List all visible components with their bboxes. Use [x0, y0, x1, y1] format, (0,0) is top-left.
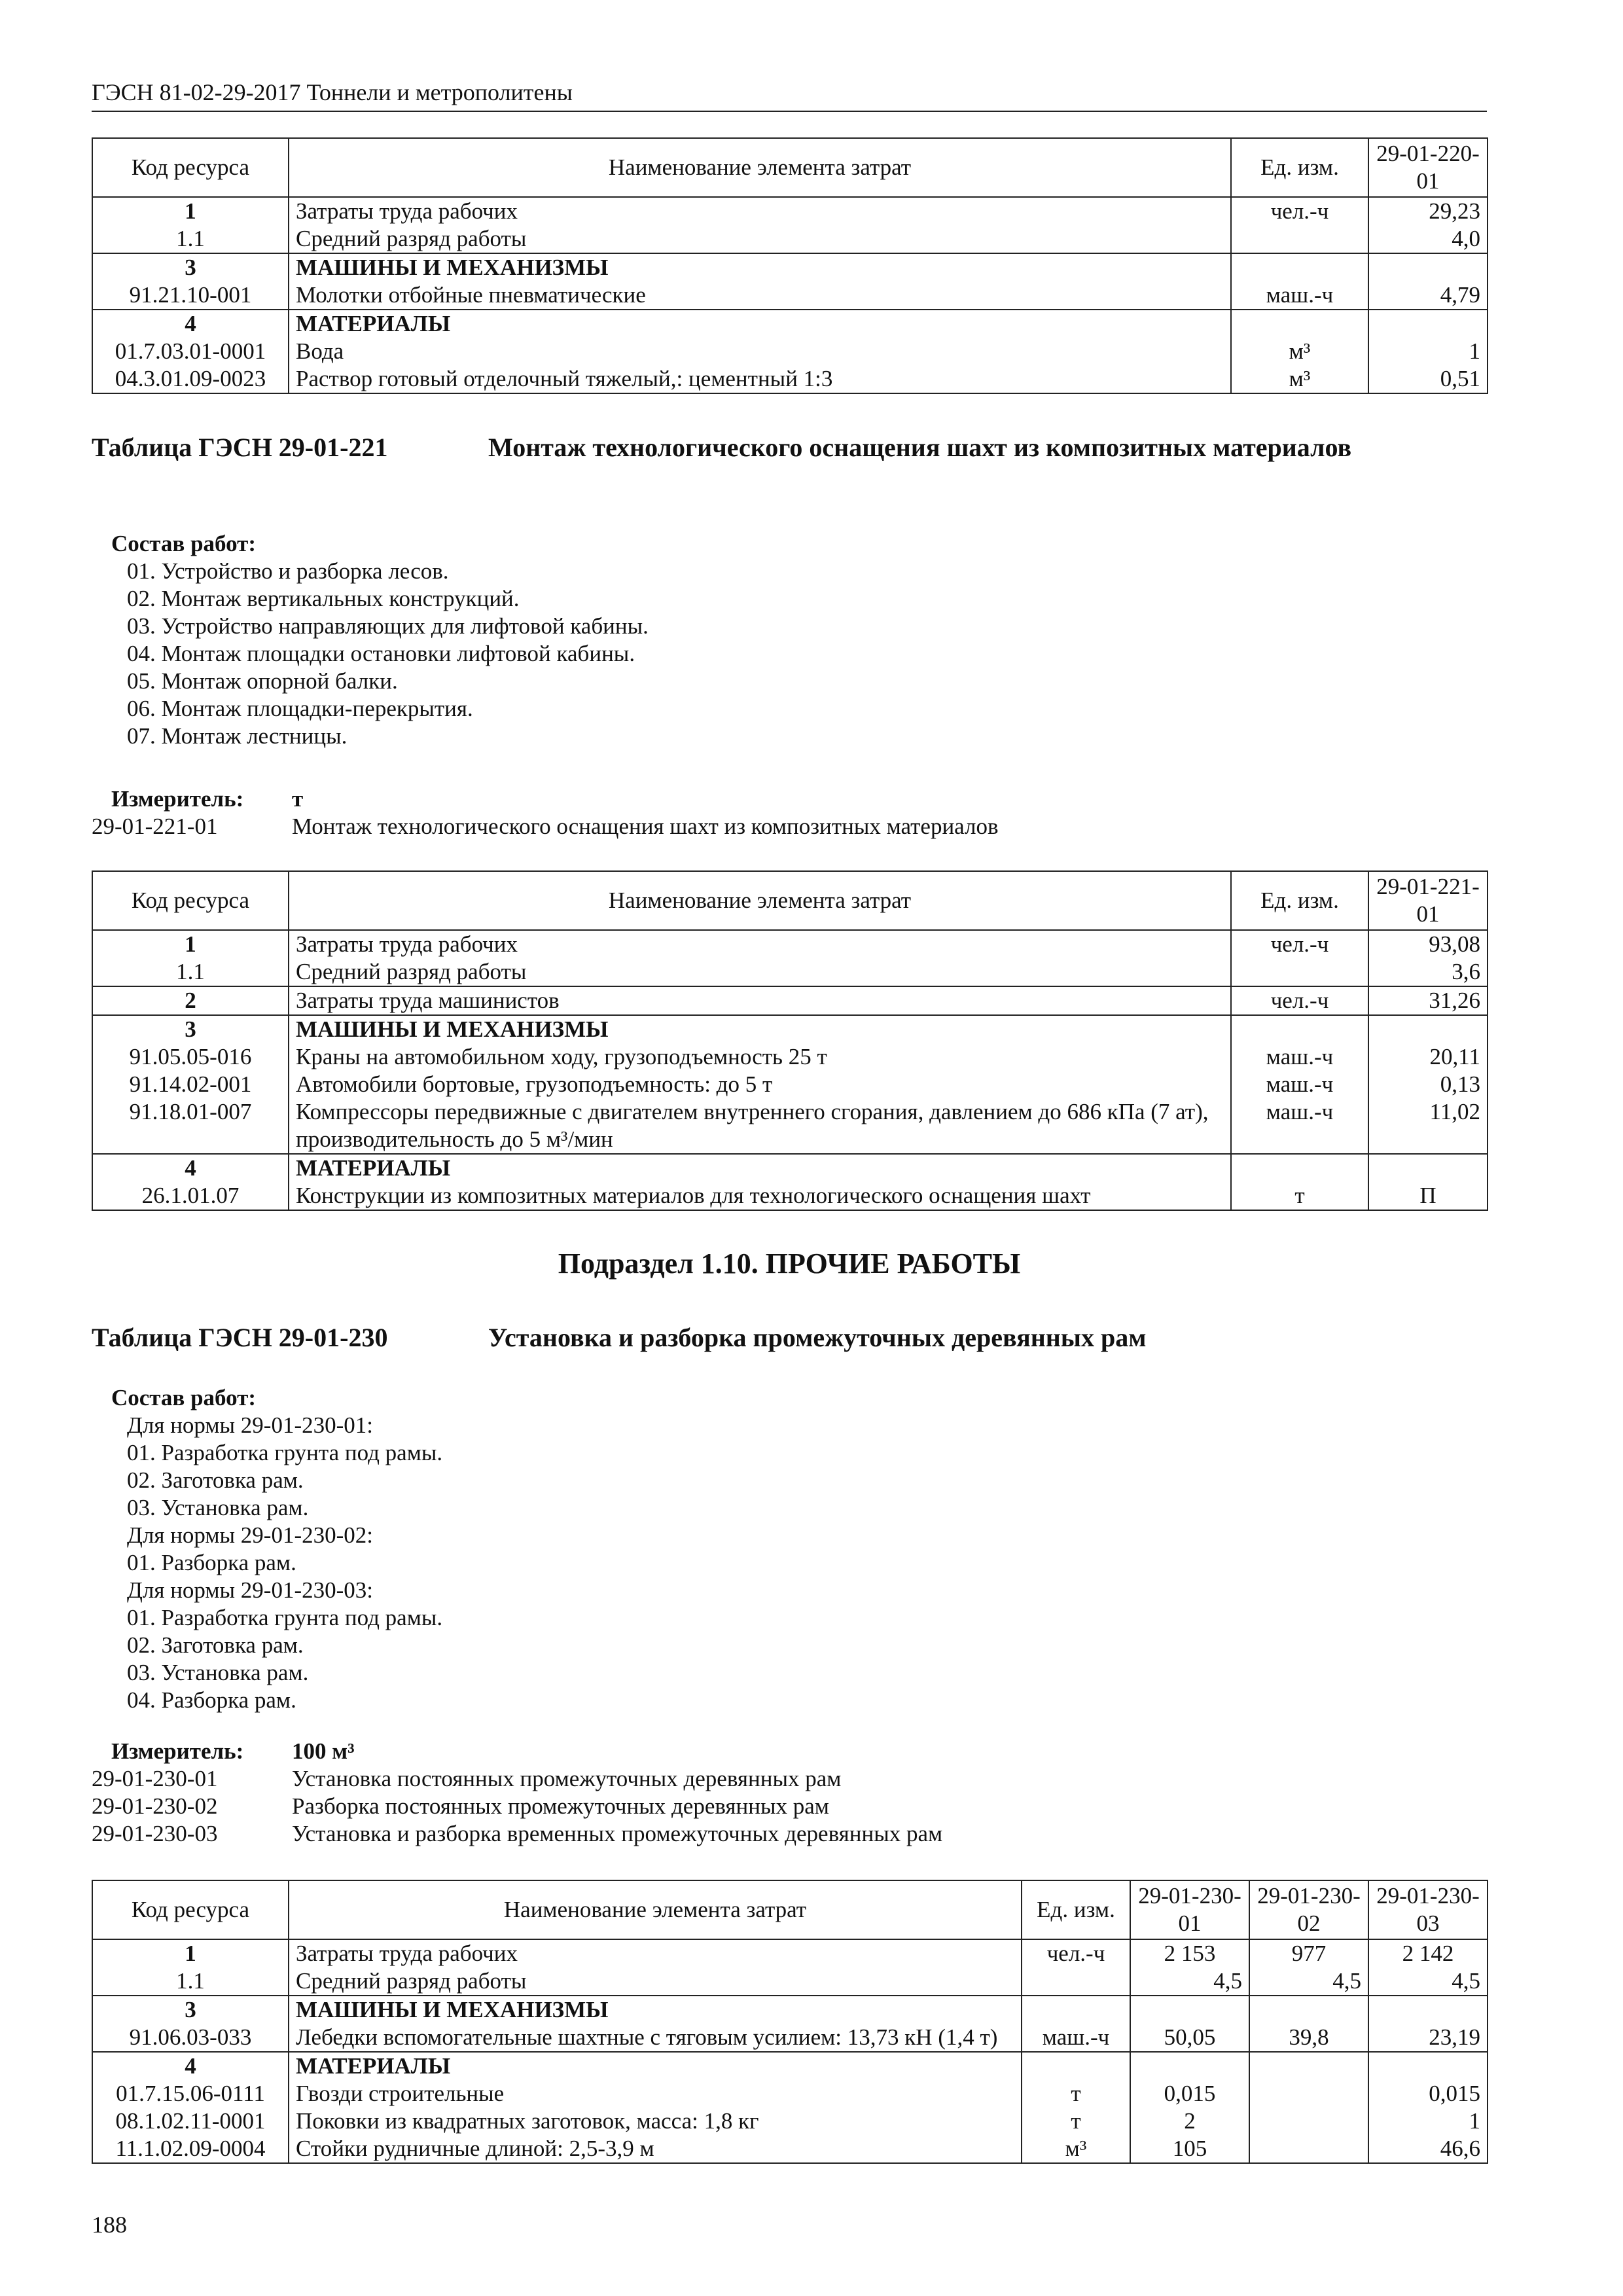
row-name: Автомобили бортовые, грузоподъемность: до 5 т	[289, 1071, 1231, 1098]
table-row	[92, 365, 1488, 393]
row-value: 2	[1130, 2108, 1249, 2135]
table-row	[92, 1182, 1488, 1210]
col-header-norm: 29-01-220-01	[1368, 138, 1488, 197]
row-value	[1368, 1996, 1488, 2024]
resource-table-29-01-230	[92, 1880, 1488, 2164]
norm-description: Разборка постоянных промежуточных деревянных рам	[292, 1793, 829, 1819]
table-row	[92, 1071, 1488, 1098]
row-code: 26.1.01.07	[92, 1182, 289, 1210]
row-value: 93,08	[1368, 930, 1488, 958]
table-label: Таблица ГЭСН 29-01-221	[92, 433, 388, 462]
work-item: 02. Монтаж вертикальных конструкций.	[127, 586, 520, 611]
table-row	[92, 1098, 1488, 1154]
row-code: 3	[92, 1015, 289, 1043]
row-code: 3	[92, 253, 289, 281]
work-item: 01. Устройство и разборка лесов.	[127, 558, 449, 584]
row-name: Стойки рудничные длиной: 2,5-3,9 м	[289, 2135, 1022, 2163]
col-header-unit: Ед. изм.	[1022, 1880, 1130, 1939]
row-code: 1	[92, 197, 289, 225]
col-header-code: Код ресурса	[92, 138, 289, 197]
col-header-name: Наименование элемента затрат	[289, 138, 1231, 197]
row-name: МАТЕРИАЛЫ	[289, 2052, 1022, 2080]
table-row-group-header	[92, 253, 1488, 281]
norm-code: 29-01-230-01	[92, 1766, 218, 1791]
table-label: Таблица ГЭСН 29-01-230	[92, 1323, 388, 1352]
row-value: 11,02	[1368, 1098, 1488, 1154]
table-row	[92, 281, 1488, 310]
row-unit: маш.-ч	[1231, 1098, 1368, 1154]
table-row-group-header	[92, 1154, 1488, 1182]
norm-description: Установка и разборка временных промежуточных деревянных рам	[292, 1821, 943, 1846]
row-code: 1.1	[92, 225, 289, 253]
row-value	[1249, 1996, 1368, 2024]
work-item: 03. Установка рам.	[127, 1660, 309, 1685]
row-name: Средний разряд работы	[289, 225, 1231, 253]
row-value: 0,015	[1130, 2080, 1249, 2108]
row-name: Конструкции из композитных материалов для технологического оснащения шахт	[289, 1182, 1231, 1210]
row-code: 1.1	[92, 958, 289, 986]
row-value	[1249, 2135, 1368, 2163]
row-value: 4,5	[1130, 1967, 1249, 1996]
row-name: МАШИНЫ И МЕХАНИЗМЫ	[289, 253, 1231, 281]
work-heading: Состав работ:	[111, 531, 256, 556]
row-value: 50,05	[1130, 2024, 1249, 2052]
table-title-29-01-230	[92, 1322, 1487, 1355]
row-unit: чел.-ч	[1231, 197, 1368, 225]
table-row	[92, 2024, 1488, 2052]
table-row-group-header	[92, 310, 1488, 338]
work-item: 04. Монтаж площадки остановки лифтовой кабины.	[127, 641, 635, 666]
work-item: 06. Монтаж площадки-перекрытия.	[127, 696, 473, 721]
measurer-label: Измеритель:	[111, 1738, 244, 1764]
row-code: 04.3.01.09-0023	[92, 365, 289, 393]
row-code: 11.1.02.09-0004	[92, 2135, 289, 2163]
row-code: 4	[92, 310, 289, 338]
table-title-29-01-221	[92, 432, 1487, 497]
row-name: Лебедки вспомогательные шахтные с тяговым усилием: 13,73 кН (1,4 т)	[289, 2024, 1022, 2052]
table-row-group-header	[92, 1015, 1488, 1043]
row-value: 31,26	[1368, 986, 1488, 1015]
row-code: 4	[92, 1154, 289, 1182]
row-name: Средний разряд работы	[289, 958, 1231, 986]
norm-description: Монтаж технологического оснащения шахт из композитных материалов	[292, 814, 999, 839]
row-name: Затраты труда рабочих	[289, 197, 1231, 225]
work-item: 03. Установка рам.	[127, 1495, 309, 1520]
row-unit: чел.-ч	[1022, 1939, 1130, 1967]
norm-code: 29-01-230-03	[92, 1821, 218, 1846]
measurer-label: Измеритель:	[111, 786, 244, 812]
row-value: 46,6	[1368, 2135, 1488, 2163]
row-name: Вода	[289, 338, 1231, 365]
norm-code: 29-01-221-01	[92, 814, 218, 839]
row-unit: чел.-ч	[1231, 986, 1368, 1015]
row-value	[1368, 253, 1488, 281]
row-value: 3,6	[1368, 958, 1488, 986]
row-unit	[1231, 1015, 1368, 1043]
norm-code: 29-01-230-02	[92, 1793, 218, 1819]
table-row-group-header	[92, 2052, 1488, 2080]
row-name: Средний разряд работы	[289, 1967, 1022, 1996]
work-item: Для нормы 29-01-230-01:	[127, 1412, 373, 1438]
row-code: 91.18.01-007	[92, 1098, 289, 1154]
row-unit: м³	[1231, 365, 1368, 393]
row-value: 2 142	[1368, 1939, 1488, 1967]
norm-description: Установка постоянных промежуточных деревянных рам	[292, 1766, 842, 1791]
row-name: Гвозди строительные	[289, 2080, 1022, 2108]
work-item: 01. Разработка грунта под рамы.	[127, 1440, 443, 1465]
row-name: Поковки из квадратных заготовок, масса: 1,8 кг	[289, 2108, 1022, 2135]
row-unit	[1022, 2052, 1130, 2080]
row-name: МАТЕРИАЛЫ	[289, 1154, 1231, 1182]
col-header-name: Наименование элемента затрат	[289, 871, 1231, 930]
row-value: 4,79	[1368, 281, 1488, 310]
col-header-norm: 29-01-230-01	[1130, 1880, 1249, 1939]
measurer-230	[92, 1738, 1487, 1848]
row-code: 3	[92, 1996, 289, 2024]
row-name: Затраты труда машинистов	[289, 986, 1231, 1015]
row-unit: м³	[1231, 338, 1368, 365]
row-unit	[1231, 310, 1368, 338]
row-name: Раствор готовый отделочный тяжелый,: цементный 1:3	[289, 365, 1231, 393]
row-name: Молотки отбойные пневматические	[289, 281, 1231, 310]
running-header: ГЭСН 81-02-29-2017 Тоннели и метрополитены	[92, 79, 1487, 112]
col-header-unit: Ед. изм.	[1231, 138, 1368, 197]
work-item: 03. Устройство направляющих для лифтовой кабины.	[127, 613, 649, 639]
row-value: 39,8	[1249, 2024, 1368, 2052]
table-row	[92, 1967, 1488, 1996]
col-header-code: Код ресурса	[92, 1880, 289, 1939]
row-value: 20,11	[1368, 1043, 1488, 1071]
row-value	[1249, 2052, 1368, 2080]
measurer-221	[92, 785, 1487, 840]
work-item: Для нормы 29-01-230-02:	[127, 1522, 373, 1548]
row-name: Краны на автомобильном ходу, грузоподъемность 25 т	[289, 1043, 1231, 1071]
row-unit: т	[1231, 1182, 1368, 1210]
work-item: 02. Заготовка рам.	[127, 1467, 304, 1493]
row-value: 4,0	[1368, 225, 1488, 253]
row-code: 91.05.05-016	[92, 1043, 289, 1071]
row-code: 1	[92, 1939, 289, 1967]
work-item: 04. Разборка рам.	[127, 1687, 296, 1713]
row-value: 0,015	[1368, 2080, 1488, 2108]
col-header-norm: 29-01-221-01	[1368, 871, 1488, 930]
row-value: 4,5	[1249, 1967, 1368, 1996]
row-name: МАТЕРИАЛЫ	[289, 310, 1231, 338]
row-unit	[1231, 958, 1368, 986]
row-code: 01.7.03.01-0001	[92, 338, 289, 365]
row-code: 91.21.10-001	[92, 281, 289, 310]
row-value: 0,13	[1368, 1071, 1488, 1098]
row-value: 4,5	[1368, 1967, 1488, 1996]
work-item: 07. Монтаж лестницы.	[127, 723, 348, 749]
row-value	[1368, 1154, 1488, 1182]
resource-table-29-01-221	[92, 870, 1488, 1211]
row-unit	[1022, 1996, 1130, 2024]
col-header-code: Код ресурса	[92, 871, 289, 930]
row-unit	[1231, 1154, 1368, 1182]
table-row	[92, 1043, 1488, 1071]
row-unit: т	[1022, 2080, 1130, 2108]
work-item: 01. Разборка рам.	[127, 1550, 296, 1575]
work-heading: Состав работ:	[111, 1385, 256, 1410]
row-code: 08.1.02.11-0001	[92, 2108, 289, 2135]
row-code: 4	[92, 2052, 289, 2080]
row-value: 1	[1368, 2108, 1488, 2135]
table-heading: Монтаж технологического оснащения шахт из композитных материалов	[488, 433, 1352, 462]
work-item: Для нормы 29-01-230-03:	[127, 1577, 373, 1603]
row-name: Компрессоры передвижные с двигателем внутреннего сгорания, давлением до 686 кПа (7 ат), производительность до 5 м³/мин	[289, 1098, 1231, 1154]
subsection-title: Подраздел 1.10. ПРОЧИЕ РАБОТЫ	[558, 1247, 1021, 1280]
table-row	[92, 2135, 1488, 2163]
table-row	[92, 930, 1488, 958]
table-row	[92, 197, 1488, 225]
row-unit: м³	[1022, 2135, 1130, 2163]
row-unit: маш.-ч	[1231, 1043, 1368, 1071]
row-value: 23,19	[1368, 2024, 1488, 2052]
row-value	[1368, 2052, 1488, 2080]
col-header-norm: 29-01-230-03	[1368, 1880, 1488, 1939]
row-value	[1130, 1996, 1249, 2024]
table-heading: Установка и разборка промежуточных деревянных рам	[488, 1323, 1147, 1352]
row-unit	[1231, 253, 1368, 281]
table-row-group-header	[92, 1996, 1488, 2024]
work-composition-230	[111, 1384, 442, 1714]
row-value	[1368, 1015, 1488, 1043]
row-unit	[1231, 225, 1368, 253]
row-code: 01.7.15.06-0111	[92, 2080, 289, 2108]
table-row	[92, 338, 1488, 365]
table-row	[92, 2080, 1488, 2108]
row-value	[1249, 2080, 1368, 2108]
table-row	[92, 225, 1488, 253]
row-name: Затраты труда рабочих	[289, 930, 1231, 958]
row-unit: маш.-ч	[1231, 1071, 1368, 1098]
row-name: МАШИНЫ И МЕХАНИЗМЫ	[289, 1015, 1231, 1043]
page-number: 188	[92, 2212, 127, 2238]
table-row	[92, 1939, 1488, 1967]
work-item: 01. Разработка грунта под рамы.	[127, 1605, 443, 1630]
table-row	[92, 2108, 1488, 2135]
row-name: Затраты труда рабочих	[289, 1939, 1022, 1967]
row-code: 1	[92, 930, 289, 958]
row-value: 29,23	[1368, 197, 1488, 225]
row-unit: т	[1022, 2108, 1130, 2135]
row-value: 2 153	[1130, 1939, 1249, 1967]
table-row	[92, 986, 1488, 1015]
row-name: МАШИНЫ И МЕХАНИЗМЫ	[289, 1996, 1022, 2024]
row-code: 1.1	[92, 1967, 289, 1996]
measurer-unit: т	[292, 786, 304, 812]
work-item: 02. Заготовка рам.	[127, 1632, 304, 1658]
row-value	[1368, 310, 1488, 338]
col-header-name: Наименование элемента затрат	[289, 1880, 1022, 1939]
row-value	[1249, 2108, 1368, 2135]
col-header-norm: 29-01-230-02	[1249, 1880, 1368, 1939]
table-row	[92, 958, 1488, 986]
work-item: 05. Монтаж опорной балки.	[127, 668, 398, 694]
row-value: 105	[1130, 2135, 1249, 2163]
row-value: 977	[1249, 1939, 1368, 1967]
row-value: 0,51	[1368, 365, 1488, 393]
measurer-unit: 100 м³	[292, 1738, 355, 1764]
row-unit: маш.-ч	[1231, 281, 1368, 310]
row-code: 91.06.03-033	[92, 2024, 289, 2052]
col-header-unit: Ед. изм.	[1231, 871, 1368, 930]
row-value	[1130, 2052, 1249, 2080]
row-unit: чел.-ч	[1231, 930, 1368, 958]
row-code: 2	[92, 986, 289, 1015]
work-composition-221	[111, 530, 649, 750]
row-value: 1	[1368, 338, 1488, 365]
resource-table-29-01-220	[92, 137, 1488, 394]
row-code: 91.14.02-001	[92, 1071, 289, 1098]
row-unit: маш.-ч	[1022, 2024, 1130, 2052]
document-page	[92, 0, 1487, 2296]
row-unit	[1022, 1967, 1130, 1996]
row-value: П	[1368, 1182, 1488, 1210]
